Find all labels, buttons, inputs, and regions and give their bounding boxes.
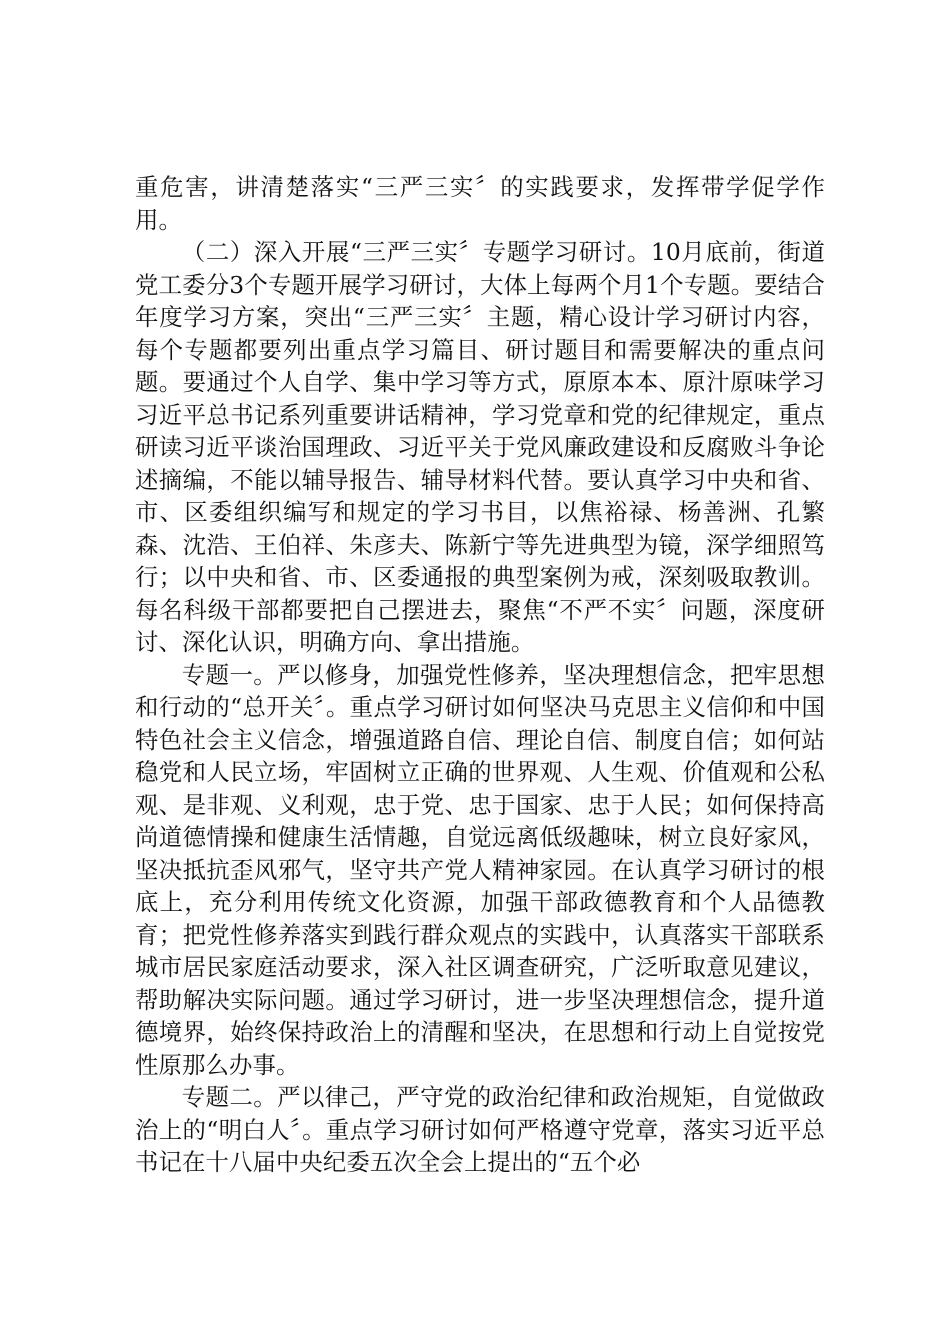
document-body — [135, 171, 825, 1179]
paragraph-section-two: （二）深入开展“三严三实〞专题学习研讨。10月底前，街道党工委分3个专题开展学习研讨，大体上每两个月1个专题。要结合年度学习方案，突出“三严三实〞主题，精心设计学习研讨内容，每个专题都要列出重点学习篇目、研讨题目和需要解决的重点问题。要通过个人自学、集中学习等方式，原原本本、原汁原味学习习近平总书记系列重要讲话精神，学习党章和党的纪律规定，重点研读习近平谈治国理政、习近平关于党风廉政建设和反腐败斗争论述摘编，不能以辅导报告、辅导材料代替。要认真学习中央和省、市、区委组织编写和规定的学习书目，以焦裕禄、杨善洲、孔繁森、沈浩、王伯祥、朱彦夫、陈新宁等先进典型为镜，深学细照笃行；以中央和省、市、区委通报的典型案例为戒，深刻吸取教训。每名科级干部都要把自己摆进去，聚焦“不严不实〞问题，深度研讨、深化认识，明确方向、拿出措施。 — [135, 238, 825, 656]
paragraph-topic-one: 专题一。严以修身，加强党性修养，坚决理想信念，把牢思想和行动的“总开关〞。重点学习研讨如何坚决马克思主义信仰和中国特色社会主义信念，增强道路自信、理论自信、制度自信；如何站稳党和人民立场，牢固树立正确的世界观、人生观、价值观和公私观、是非观、义利观，忠于党、忠于国家、忠于人民；如何保持高尚道德情操和健康生活情趣，自觉远离低级趣味，树立良好家风，坚决抵抗歪风邪气，坚守共产党人精神家园。在认真学习研讨的根底上，充分利用传统文化资源，加强干部政德教育和个人品德教育；把党性修养落实到践行群众观点的实践中，认真落实干部联系城市居民家庭活动要求，深入社区调查研究，广泛听取意见建议，帮助解决实际问题。通过学习研讨，进一步坚决理想信念，提升道德境界，始终保持政治上的清醒和坚决，在思想和行动上自觉按党性原那么办事。 — [135, 660, 825, 1079]
paragraph-continuation: 重危害，讲清楚落实“三严三实〞的实践要求，发挥带学促学作用。 — [135, 173, 825, 234]
paragraph-topic-two: 专题二。严以律己，严守党的政治纪律和政治规矩，自觉做政治上的“明白人〞。重点学习研讨如何严格遵守党章，落实习近平总书记在十八届中央纪委五次全会上提出的“五个必 — [135, 1083, 825, 1176]
